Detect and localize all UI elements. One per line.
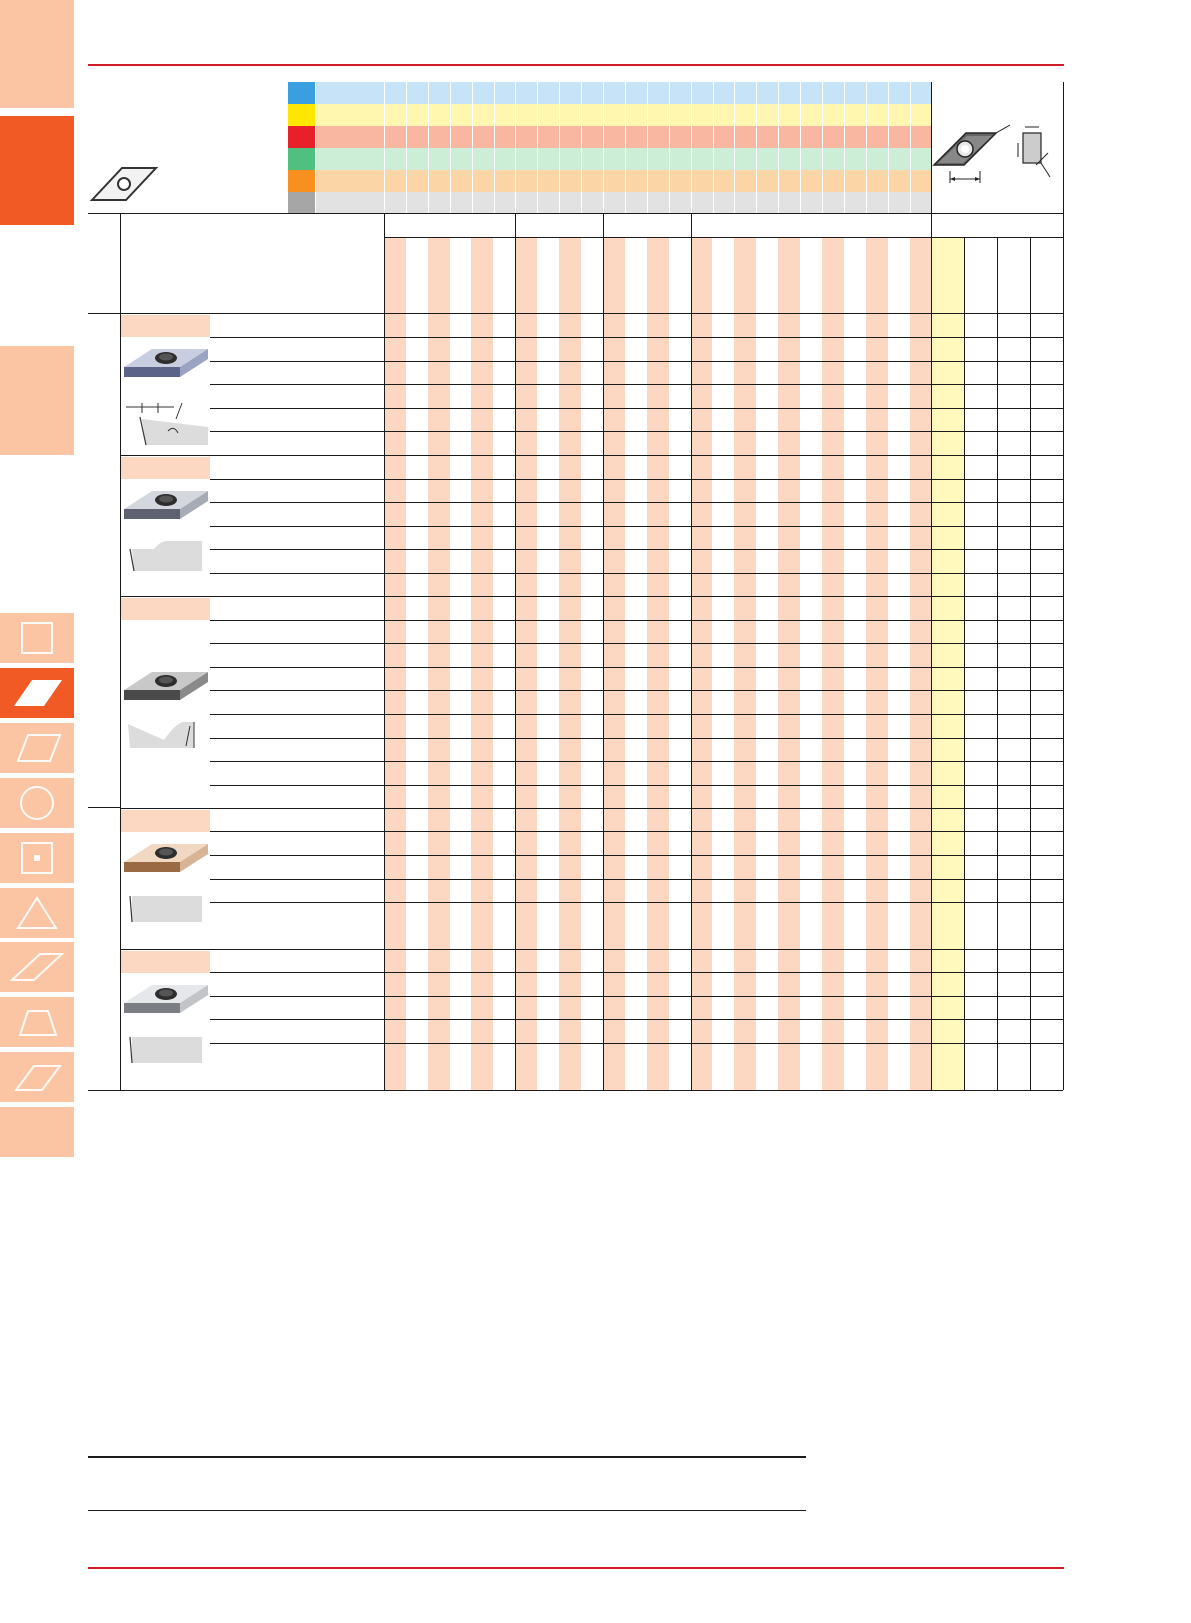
- group-5-header: [121, 951, 210, 973]
- band-divider: [669, 82, 670, 214]
- sidebar-tab-mid[interactable]: [0, 346, 74, 455]
- group-4-divider: [120, 808, 210, 809]
- table-row: [210, 620, 1063, 621]
- table-row: [210, 996, 1063, 997]
- rhombus-35-insert-icon[interactable]: [0, 942, 74, 992]
- grade-column-stripe: [910, 238, 931, 1090]
- band-divider: [450, 82, 451, 214]
- square-pin-insert-icon[interactable]: [0, 833, 74, 883]
- silver-insert-photo: [122, 977, 210, 1027]
- stock-column-highlight: [931, 238, 964, 1090]
- band-divider: [734, 82, 735, 214]
- group-3-divider: [120, 596, 210, 597]
- table-row: [210, 855, 1063, 856]
- table-row: [210, 879, 1063, 880]
- group-3-header: [121, 598, 210, 620]
- iso-p-band: [315, 82, 931, 104]
- table-row: [210, 455, 1063, 456]
- insert-dimension-drawing-icon: [930, 115, 1060, 195]
- table-row: [210, 479, 1063, 480]
- grade-column-stripe: [822, 238, 844, 1090]
- triangle-insert-icon[interactable]: [0, 888, 74, 938]
- grade-column-stripe: [428, 238, 450, 1090]
- column-divider: [997, 238, 998, 1090]
- iso-n-swatch: [288, 148, 315, 170]
- grade-column-stripe: [471, 238, 493, 1090]
- table-row: [210, 573, 1063, 574]
- table-row: [210, 1043, 1063, 1044]
- band-divider: [778, 82, 779, 214]
- table-top-rule: [88, 213, 1063, 214]
- grade-column-stripe: [647, 238, 669, 1090]
- iso-n-band: [315, 148, 931, 170]
- sidebar-tab-top[interactable]: [0, 0, 74, 108]
- band-divider: [691, 82, 692, 214]
- subheader-rule: [384, 237, 1063, 238]
- table-row: [210, 808, 1063, 809]
- band-divider: [713, 82, 714, 214]
- grade-column-stripe: [778, 238, 800, 1090]
- table-row: [210, 337, 1063, 338]
- table-row: [210, 714, 1063, 715]
- bottom-rule: [88, 1567, 1064, 1569]
- band-divider: [844, 82, 845, 214]
- band-divider: [603, 82, 604, 214]
- group-4-header: [121, 810, 210, 832]
- group-5-divider: [120, 949, 210, 950]
- band-divider: [888, 82, 889, 214]
- square-insert-icon[interactable]: [0, 613, 74, 663]
- band-divider: [428, 82, 429, 214]
- group-1-header: [121, 315, 210, 337]
- iso-k-band: [315, 126, 931, 148]
- column-divider: [964, 238, 965, 1090]
- flat-profile: [124, 1035, 210, 1065]
- iso-p-swatch: [288, 82, 315, 104]
- table-row: [210, 949, 1063, 950]
- round-insert-icon[interactable]: [0, 778, 74, 828]
- column-divider: [1030, 238, 1031, 1090]
- table-row: [210, 902, 1063, 903]
- uncoated-insert-photo: [122, 664, 210, 714]
- chipbreaker-profile-a: [124, 401, 210, 447]
- iso-m-swatch: [288, 104, 315, 126]
- band-divider: [384, 82, 385, 214]
- table-row: [210, 831, 1063, 832]
- band-divider: [315, 82, 316, 214]
- table-row: [210, 761, 1063, 762]
- grade-column-stripe: [384, 238, 406, 1090]
- grade-column-stripe: [691, 238, 712, 1090]
- table-row: [210, 972, 1063, 973]
- grade-column-stripe: [866, 238, 888, 1090]
- table-row: [210, 596, 1063, 597]
- grade-column-stripe: [603, 238, 625, 1090]
- band-divider: [647, 82, 648, 214]
- band-divider: [559, 82, 560, 214]
- table-row: [210, 690, 1063, 691]
- group-2-divider: [120, 455, 210, 456]
- band-divider: [756, 82, 757, 214]
- column-divider: [931, 213, 932, 1090]
- table-row: [210, 431, 1063, 432]
- rhombus-80-insert-icon[interactable]: [0, 723, 74, 773]
- chipbreaker-profile-c: [124, 720, 210, 750]
- table-row: [210, 549, 1063, 550]
- grade-column-stripe: [559, 238, 581, 1090]
- trigon-insert-icon[interactable]: [0, 997, 74, 1047]
- table-bottom-rule: [88, 1090, 1063, 1091]
- column-divider: [603, 213, 604, 1090]
- iso-h-band: [315, 192, 931, 214]
- iso-s-band: [315, 170, 931, 192]
- band-divider: [515, 82, 516, 214]
- table-row: [210, 738, 1063, 739]
- rhombus-insert-outline-icon: [88, 162, 160, 204]
- table-row: [210, 643, 1063, 644]
- table-row: [210, 526, 1063, 527]
- table-row: [210, 361, 1063, 362]
- column-divider: [1063, 82, 1064, 1090]
- blank-tab-icon[interactable]: [0, 1107, 74, 1157]
- table-row: [210, 502, 1063, 503]
- chipbreaker-profile-b: [124, 541, 210, 571]
- header-bottom-rule: [88, 313, 1063, 314]
- band-divider: [494, 82, 495, 214]
- table-row: [210, 408, 1063, 409]
- footer-rule-2: [88, 1510, 806, 1511]
- band-divider: [910, 82, 911, 214]
- iso-m-band: [315, 104, 931, 126]
- band-divider: [581, 82, 582, 214]
- band-divider: [800, 82, 801, 214]
- band-divider: [406, 82, 407, 214]
- flat-profile: [124, 894, 210, 924]
- coated-insert-photo: [122, 483, 210, 533]
- parallelogram-insert-icon[interactable]: [0, 1052, 74, 1102]
- coated-insert-photo: [122, 341, 210, 391]
- band-divider: [866, 82, 867, 214]
- table-row: [210, 384, 1063, 385]
- band-divider: [537, 82, 538, 214]
- iso-k-swatch: [288, 126, 315, 148]
- band-divider: [625, 82, 626, 214]
- column-divider: [515, 213, 516, 1090]
- rhombus-55-insert-icon[interactable]: [0, 668, 74, 718]
- column-divider: [384, 213, 385, 1090]
- iso-h-swatch: [288, 192, 315, 214]
- top-rule: [88, 64, 1064, 66]
- band-divider: [472, 82, 473, 214]
- table-row: [210, 785, 1063, 786]
- group-2-header: [121, 457, 210, 479]
- table-row: [210, 667, 1063, 668]
- table-row: [210, 1019, 1063, 1020]
- bronze-insert-photo: [122, 836, 210, 886]
- group-split-rule: [88, 807, 120, 808]
- grade-column-stripe: [515, 238, 537, 1090]
- band-divider: [822, 82, 823, 214]
- footer-rule-1: [88, 1456, 806, 1458]
- iso-s-swatch: [288, 170, 315, 192]
- column-divider: [691, 213, 692, 1090]
- grade-column-stripe: [734, 238, 756, 1090]
- sidebar-tab-active[interactable]: [0, 116, 74, 225]
